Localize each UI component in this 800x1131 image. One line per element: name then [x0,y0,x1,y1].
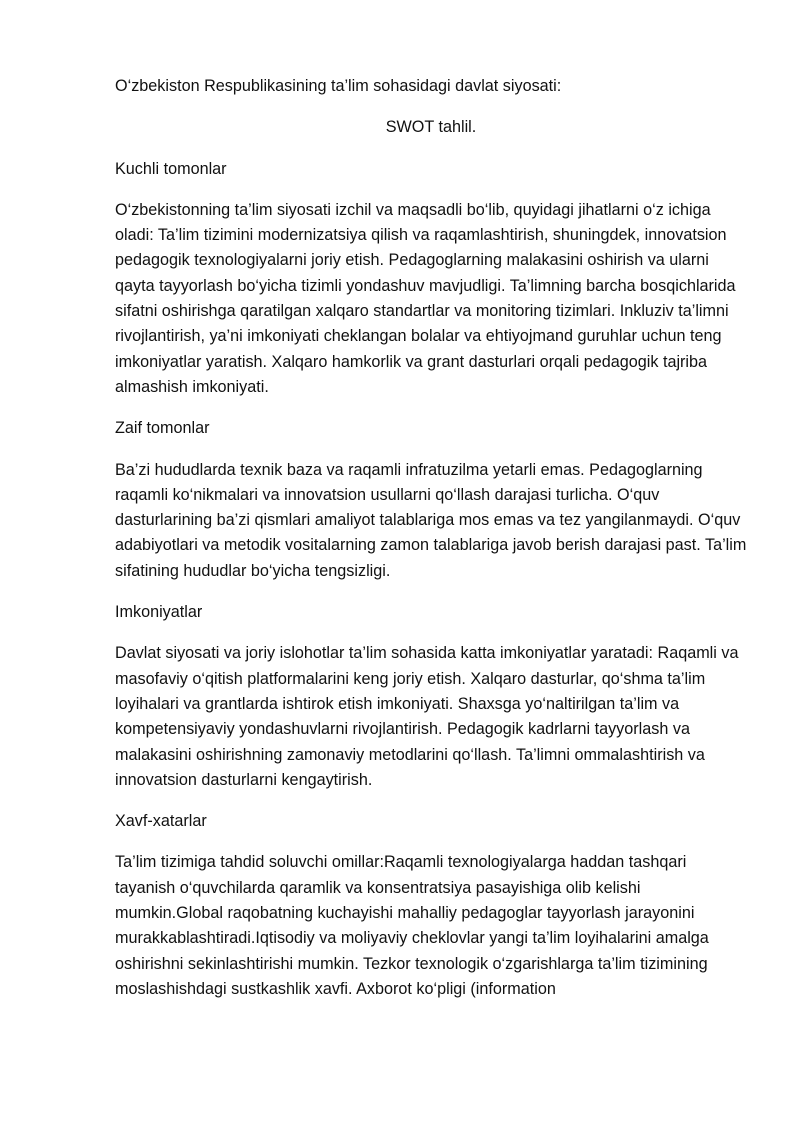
section-heading-strengths: Kuchli tomonlar [115,159,227,178]
section-body-weaknesses: Ba’zi hududlarda texnik baza va raqamli infratuzilma yetarli emas. Pedagoglarning raqamli ko‘nikmalari va innovatsion usullarni qo‘llash darajasi turlicha. O‘quv dasturlarining ba’zi qismlari amaliyot talablariga mos emas va tez yangilanmaydi. O‘quv adabiyotlari va metodik vositalarning zamon talablariga javob berish darajasi past. Ta’lim sifatining hududlar bo‘yicha tengsizligi. [115,460,747,580]
section-body-opportunities: Davlat siyosati va joriy islohotlar ta’lim sohasida katta imkoniyatlar yaratadi: Raqamli va masofaviy o‘qitish platformalarini keng joriy etish. Xalqaro dasturlar, qo‘shma ta’lim loyihalari va grantlarda ishtirok etish imkoniyati. Shaxsga yo‘naltirilgan ta’lim va kompetensiyaviy yondashuvlarni rivojlantirish. Pedagogik kadrlarni tayyorlash va malakasini oshirishning zamonaviy metodlarini qo‘llash. Ta’limni ommalashtirish va innovatsion dasturlarni kengaytirish. [115,644,739,789]
section-heading-weaknesses: Zaif tomonlar [115,419,210,438]
section-heading-threats: Xavf-xatarlar [115,812,207,831]
document-content [115,74,747,1018]
section-heading-opportunities: Imkoniyatlar [115,603,203,622]
section-body-threats: Ta’lim tizimiga tahdid soluvchi omillar:Raqamli texnologiyalarga haddan tashqari tayanish o‘quvchilarda qaramlik va konsentratsiya pasayishiga olib kelishi mumkin.Global raqobatning kuchayishi mahalliy pedagoglar tayyorlash jarayonini murakkablashtiradi.Iqtisodiy va moliyaviy cheklovlar yangi ta’lim loyihalarini amalga oshirishni sekinlashtirishi mumkin. Tezkor texnologik o‘zgarishlarga ta’lim tizimining moslashishdagi sustkashlik xavfi. Axborot ko‘pligi (information [115,853,709,998]
document-subtitle: SWOT tahlil. [385,118,477,137]
section-body-strengths: O‘zbekistonning ta’lim siyosati izchil va maqsadli bo‘lib, quyidagi jihatlarni o‘z ichiga oladi: Ta’lim tizimini modernizatsiya qilish va raqamlashtirish, shuningdek, innovatsion pedagogik texnologiyalarni joriy etish. Pedagoglarning malakasini oshirish va ularni qayta tayyorlash bo‘yicha tizimli yondashuv mavjudligi. Ta’limning barcha bosqichlarida sifatni oshirishga qaratilgan xalqaro standartlar va monitoring tizimlari. Inkluziv ta’limni rivojlantirish, ya’ni imkoniyati cheklangan bolalar va ehtiyojmand guruhlar uchun teng imkoniyatlar yaratish. Xalqaro hamkorlik va grant dasturlari orqali pedagogik tajriba almashish imkoniyati. [115,200,736,396]
document-title: O‘zbekiston Respublikasining ta’lim sohasidagi davlat siyosati: [115,77,562,95]
